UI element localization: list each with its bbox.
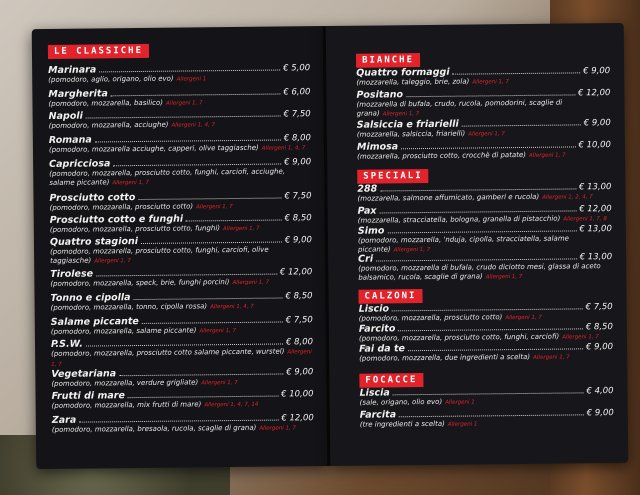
menu-item-allergens: Allergeni 1, 7 <box>166 100 203 107</box>
menu-item-ingredients: (mozzarella, salmone affumicato, gamberi e rucola) <box>357 192 540 203</box>
menu-item-name: Simo <box>357 225 385 237</box>
menu-item-description <box>357 192 611 204</box>
menu-item-allergens: Allergeni 1, 7 <box>382 110 420 117</box>
menu-item-name: Liscio <box>358 303 390 315</box>
menu-item-name: Tonno e cipolla <box>50 292 131 304</box>
menu-item-allergens: Allergeni 1 <box>447 421 478 428</box>
menu-item-price: € 8,00 <box>285 337 314 348</box>
menu-item-price: € 9,00 <box>286 367 314 378</box>
menu-item-price: € 7,50 <box>284 191 312 202</box>
menu-item-allergens: Allergeni 1, 7 <box>259 425 297 432</box>
menu-item-ingredients: (pomodoro, mozzarella, salame piccante) <box>50 326 197 336</box>
menu-item <box>48 62 310 85</box>
menu-item-ingredients: (pomodoro, mozzarella di bufala, crudo diciotto mesi, glassa di aceto balsamico, rucola, scaglie di grana) <box>358 262 601 282</box>
dotted-leader <box>119 373 283 376</box>
menu-item-description <box>52 423 314 435</box>
dotted-leader <box>111 94 281 97</box>
menu-item <box>51 314 313 337</box>
menu-item-price: € 9,00 <box>583 66 611 77</box>
menu-item-allergens: Allergeni 1 <box>176 76 207 83</box>
menu-item-ingredients: (pomodoro, mozzarella, prosciutto cotto salame piccante, wurstel) <box>51 347 285 358</box>
menu-item <box>49 156 311 188</box>
dotted-leader <box>406 94 575 97</box>
menu-item-name: Prosciutto cotto e funghi <box>49 213 184 226</box>
menu-item <box>357 181 611 204</box>
section-title-classiche: LE CLASSICHE <box>48 44 149 59</box>
menu-item-ingredients: (pomodoro, mozzarella, mix frutti di mare) <box>51 400 202 410</box>
dotted-leader <box>399 414 584 417</box>
menu-item-name: Farcito <box>358 323 396 335</box>
menu-item-ingredients: (pomodoro, mozzarella, due ingredienti a scelta) <box>359 352 531 363</box>
menu-item-description <box>49 143 311 155</box>
menu-item-allergens: Allergeni 1, 2, 4, 7 <box>542 194 593 201</box>
menu-item <box>358 223 612 255</box>
section-title-bianche: BIANCHE <box>356 53 420 68</box>
menu-item-allergens: Allergeni 1, 4, 7 <box>210 303 254 311</box>
menu-item-price: € 4,00 <box>586 386 614 397</box>
menu-item-allergens: Allergeni 1, 7 <box>485 273 523 280</box>
dotted-leader <box>398 328 583 331</box>
menu-item <box>50 290 312 313</box>
dotted-leader <box>86 116 281 119</box>
menu-item <box>360 407 614 430</box>
menu-item-ingredients: (pomodoro, mozzarella, acciughe) <box>48 120 169 130</box>
menu-item-ingredients: (pomodoro, mozzarella, prosciutto cotto) <box>49 202 194 212</box>
dotted-leader <box>134 298 283 301</box>
menu-item <box>356 87 610 119</box>
menu-item-price: € 5,00 <box>283 63 311 74</box>
menu-item-allergens: Allergeni 1, 7 <box>51 349 312 368</box>
menu-item-description <box>48 73 310 85</box>
dotted-leader <box>138 198 281 200</box>
menu-item-description <box>357 128 611 140</box>
menu-item-price: € 8,50 <box>585 322 613 333</box>
menu-item-name: Vegetariana <box>51 368 117 380</box>
menu-item-allergens: Allergeni 1, 7 <box>472 79 510 86</box>
section-title-calzoni: CALZONI <box>358 289 422 304</box>
menu-item-price: € 9,00 <box>284 157 312 168</box>
menu-item-description <box>360 396 614 408</box>
menu-item-price: € 13,00 <box>579 252 613 263</box>
menu-item-description <box>360 418 614 430</box>
menu-item-name: Napoli <box>48 110 83 122</box>
dotted-leader <box>79 420 278 423</box>
dotted-leader <box>113 164 281 167</box>
dotted-leader <box>462 124 581 126</box>
menu-item-allergens: Allergeni 1, 7 <box>222 225 260 233</box>
menu-item-description <box>50 277 312 289</box>
menu-item-name: Zara <box>51 414 77 426</box>
menu-item-description <box>357 150 611 162</box>
menu-item-ingredients: (mozzarella, taleggio, brie, zola) <box>356 77 470 87</box>
menu-item-allergens: Allergeni 1, 7 <box>94 257 131 264</box>
menu-item <box>358 251 612 283</box>
section-title-focacce: FOCACCE <box>359 373 423 388</box>
menu-item <box>50 234 312 266</box>
menu-item-price: € 8,00 <box>283 133 311 144</box>
menu-item <box>359 341 613 364</box>
dotted-leader <box>393 392 584 395</box>
dotted-leader <box>392 308 583 311</box>
menu-item-name: Prosciutto cotto <box>49 192 136 204</box>
menu-item-allergens: Allergeni 1, 7 <box>201 379 238 387</box>
dotted-leader <box>128 396 278 399</box>
menu-right-page <box>326 23 629 466</box>
menu-item-name: Mimosa <box>356 141 399 153</box>
menu-item-name: Fai da te <box>359 343 406 355</box>
menu-item <box>357 117 611 140</box>
menu-item <box>48 86 310 109</box>
menu-item-name: 288 <box>357 183 378 195</box>
dotted-leader <box>141 242 282 244</box>
menu-item-price: € 12,00 <box>279 267 313 278</box>
menu-item-ingredients: (pomodoro, mozzarella, bresaola, rucola, scaglie di grana) <box>51 423 257 434</box>
menu-item-name: Farcita <box>359 409 397 421</box>
menu-item-price: € 9,00 <box>284 235 312 246</box>
right-items <box>326 23 624 429</box>
menu-item-name: Quattro stagioni <box>49 236 139 248</box>
menu-item-price: € 9,00 <box>586 408 614 419</box>
menu-item <box>52 412 314 435</box>
menu-item-ingredients: (pomodoro, mozzarella, tonno, cipolla rossa) <box>50 302 208 312</box>
menu-item-name: Salsiccia e friarielli <box>356 118 459 131</box>
dotted-leader <box>380 188 576 191</box>
menu-item-name: Marinara <box>48 64 97 76</box>
menu-item-allergens: Allergeni 1, 7 <box>529 152 566 159</box>
dotted-leader <box>142 321 283 323</box>
menu-item <box>359 385 613 408</box>
menu-item-description <box>50 245 312 266</box>
menu-item-ingredients: (mozzarella, salsiccia, friarielli) <box>356 129 466 139</box>
menu-item-name: Liscia <box>359 387 390 399</box>
menu-item-name: Positano <box>356 89 404 101</box>
menu-item-ingredients: (mozzarella di bufala, crudo, rucola, pomodorini, scaglie di grana) <box>356 98 563 118</box>
menu-item <box>51 336 313 369</box>
section-title-speciali: SPECIALI <box>357 169 429 184</box>
dotted-leader <box>96 274 277 277</box>
menu-item-price: € 7,50 <box>283 109 311 120</box>
menu-item <box>49 190 311 213</box>
menu-item-allergens: Allergeni 1, 4, 7, 14 <box>204 401 259 409</box>
menu-item <box>49 108 311 131</box>
menu-item-description <box>359 352 613 364</box>
menu-item-allergens: Allergeni 1, 7 <box>199 327 237 335</box>
menu-item-name: Capricciosa <box>49 158 111 170</box>
menu-item <box>51 366 313 389</box>
dotted-leader <box>408 348 583 351</box>
menu-item-price: € 10,00 <box>281 389 314 400</box>
menu-item <box>357 139 611 162</box>
menu-item-description <box>49 119 311 131</box>
menu-item-allergens: Allergeni 1, 7 <box>393 246 431 253</box>
menu-item-price: € 12,00 <box>281 413 314 424</box>
menu-item-allergens: Allergeni 1, 7 <box>232 279 270 287</box>
menu-left-page <box>32 26 329 469</box>
menu-item <box>50 212 312 235</box>
menu-item-description <box>48 97 310 109</box>
dotted-leader <box>186 220 282 222</box>
menu-item-description <box>52 399 314 411</box>
menu-item-allergens: Allergeni 1, 7 <box>112 179 150 186</box>
menu-item-name: Tirolese <box>50 268 94 280</box>
dotted-leader <box>453 72 581 74</box>
menu-item-ingredients: (pomodoro, mozzarella, prosciutto cotto, funghi) <box>49 224 221 234</box>
pizza-menu <box>32 23 629 469</box>
menu-item-price: € 8,50 <box>285 291 313 302</box>
menu-item-description <box>51 377 313 389</box>
menu-item-allergens: Allergeni 1, 7 <box>533 354 570 361</box>
menu-item-ingredients: (pomodoro, mozzarella, basilico) <box>48 98 164 108</box>
menu-item-name: Salame piccante <box>50 316 139 328</box>
menu-item-name: Frutti di mare <box>51 390 125 402</box>
menu-item-allergens: Allergeni 1, 7 <box>562 334 599 341</box>
menu-item-ingredients: (pomodoro, mozzarella, prosciutto cotto, funghi, carciofi, acciughe, salame piccante) <box>49 167 286 187</box>
dotted-leader <box>95 140 281 143</box>
menu-item-allergens: Allergeni 1, 7 <box>468 131 505 138</box>
menu-item-price: € 13,00 <box>578 182 612 193</box>
menu-item-ingredients: (tre ingredienti a scelta) <box>359 419 445 429</box>
menu-item-allergens: Allergeni 1, 4, 7 <box>171 122 216 129</box>
menu-item-ingredients: (pomodoro, mozzarella, prosciutto cotto, funghi, carciofi, olive taggiasche) <box>50 245 269 265</box>
menu-item-ingredients: (pomodoro, mozzarella, verdure grigliate) <box>51 378 199 388</box>
menu-item-name: Margherita <box>48 88 108 100</box>
dotted-leader <box>99 70 280 73</box>
menu-item-price: € 12,00 <box>579 204 612 215</box>
menu-item-description <box>356 76 610 88</box>
dotted-leader <box>401 146 575 149</box>
menu-item-name: Quattro formaggi <box>356 66 450 79</box>
menu-item-description <box>358 262 612 283</box>
menu-item-ingredients: (pomodoro, mozzarella, prosciutto cotto, funghi, carciofi) <box>358 332 560 343</box>
menu-item-description <box>51 325 313 337</box>
dotted-leader <box>387 230 576 233</box>
menu-item-allergens: Allergeni 1, 7, 8 <box>563 216 607 223</box>
menu-item-allergens: Allergeni 1, 7 <box>505 314 542 322</box>
dotted-leader <box>86 343 283 346</box>
menu-item-description <box>49 167 311 188</box>
menu-item-ingredients: (pomodoro, mozzarella, speck, brie, funghi porcini) <box>50 278 230 288</box>
menu-item-description <box>51 301 313 313</box>
menu-item-price: € 8,50 <box>284 213 312 224</box>
menu-item-ingredients: (pomodoro, aglio, origano, olio evo) <box>48 74 174 84</box>
menu-item <box>52 388 314 411</box>
menu-item-ingredients: (pomodoro, mozzarella, 'nduja, cipolla, stracciatella, salame piccante) <box>357 234 569 254</box>
menu-item <box>356 65 610 88</box>
dotted-leader <box>380 210 577 213</box>
menu-item-name: Cri <box>358 253 374 265</box>
menu-item-ingredients: (mozzarella, stracciatella, bologna, granella di pistacchio) <box>357 214 561 225</box>
menu-item-allergens: Allergeni 1 <box>445 399 475 406</box>
menu-item-price: € 13,00 <box>579 224 612 235</box>
menu-item-name: Pax <box>357 205 377 217</box>
menu-item-price: € 12,00 <box>577 88 611 99</box>
menu-item-ingredients: (sale, origano, olio evo) <box>359 397 443 407</box>
menu-item <box>49 132 311 155</box>
menu-item <box>50 266 312 289</box>
menu-item-allergens: Allergeni 1, 4, 7 <box>261 145 306 152</box>
menu-item-price: € 10,00 <box>578 140 612 151</box>
menu-item-price: € 7,50 <box>585 302 613 313</box>
menu-item-allergens: Allergeni 1, 7 <box>196 204 233 211</box>
menu-item-price: € 7,50 <box>285 315 313 326</box>
menu-item-price: € 9,00 <box>583 118 611 129</box>
menu-item-price: € 9,00 <box>585 342 614 353</box>
menu-item-description <box>356 98 610 119</box>
menu-item-ingredients: (mozzarella, prosciutto cotto, crocchè di patate) <box>357 150 527 161</box>
menu-item-ingredients: (pomodoro, mozzarella acciughe, capperi, olive taggiasche) <box>48 143 259 154</box>
menu-item-ingredients: (pomodoro, mozzarella, prosciutto cotto) <box>358 313 503 323</box>
menu-item-name: Romana <box>48 134 92 146</box>
menu-item-name: P.S.W. <box>50 338 83 350</box>
menu-item-price: € 6,00 <box>283 87 311 98</box>
dotted-leader <box>376 258 577 261</box>
